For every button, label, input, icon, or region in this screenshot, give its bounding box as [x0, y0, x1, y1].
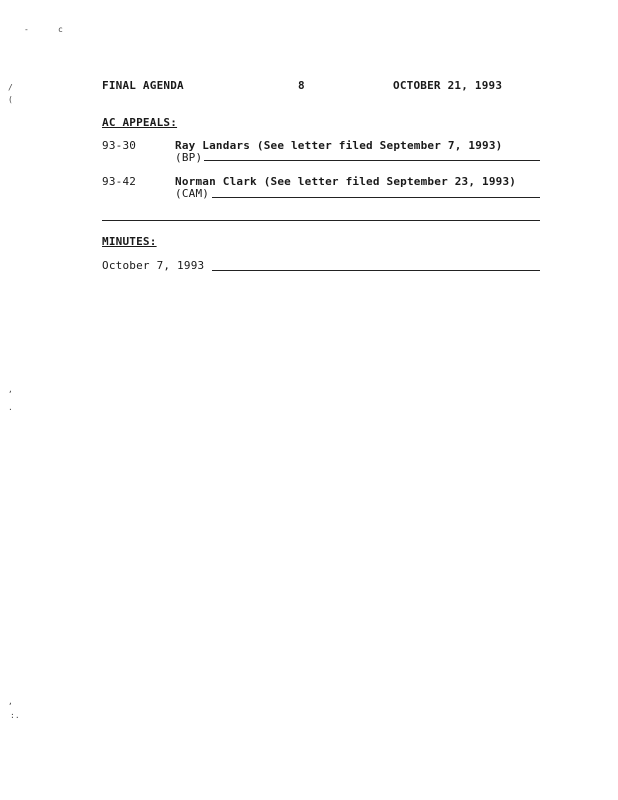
appeal-initials: (CAM): [175, 187, 210, 200]
signature-line: [212, 197, 540, 198]
signature-line: [204, 160, 540, 161]
scan-mark: (: [8, 95, 13, 104]
page-number: 8: [298, 79, 305, 92]
scan-mark: c: [58, 25, 63, 34]
scan-mark: ,: [8, 385, 13, 394]
ac-appeals-heading: AC APPEALS:: [102, 116, 178, 129]
scan-mark: ,: [8, 697, 13, 706]
minutes-heading: MINUTES:: [102, 235, 157, 248]
appeal-number: 93-30: [102, 139, 137, 152]
scan-mark: -: [24, 25, 29, 34]
scan-mark: /: [8, 83, 13, 92]
scan-mark: .: [8, 403, 13, 412]
minutes-entry: October 7, 1993: [102, 259, 205, 272]
scan-mark: :.: [10, 711, 20, 720]
appeal-description: Norman Clark (See letter filed September 23, 1993): [175, 175, 517, 188]
minutes-line: [212, 270, 540, 271]
section-divider: [102, 220, 540, 221]
appeal-description: Ray Landars (See letter filed September 7, 1993): [175, 139, 503, 152]
agenda-title: FINAL AGENDA: [102, 79, 184, 92]
agenda-date: OCTOBER 21, 1993: [393, 79, 503, 92]
appeal-number: 93-42: [102, 175, 137, 188]
appeal-initials: (BP): [175, 151, 203, 164]
